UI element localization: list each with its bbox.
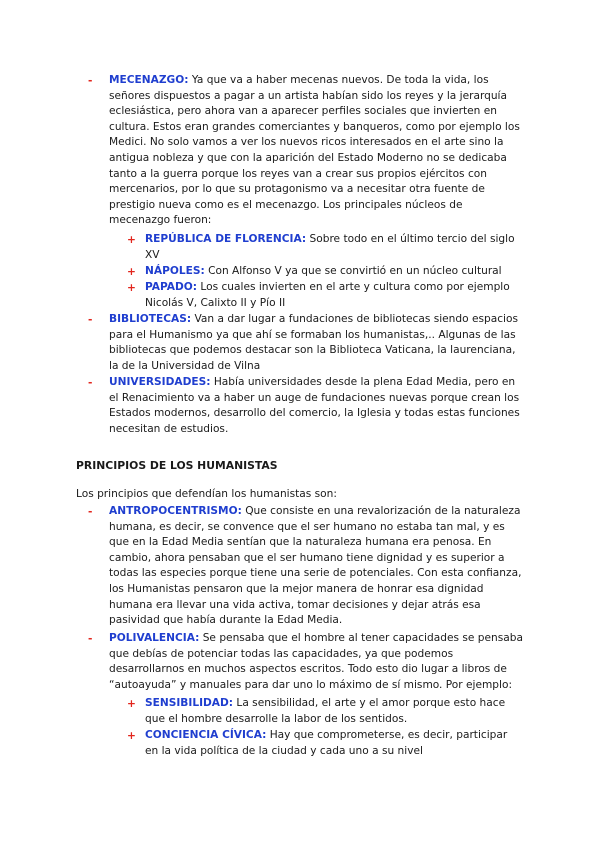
text-napoles: Con Alfonso V ya que se convirtió en un núcleo cultural [204,265,502,277]
term-papado: PAPADO: [145,281,198,293]
sub-item-conciencia-civica [145,728,520,759]
text-mecenazgo: Ya que va a haber mecenas nuevos. De toda la vida, los señores dispuestos a pagar a un artista habían sido los reyes y la jerarquía eclesiástica, pero ahora van a aparecer perfiles sociales que invierten en cultura. Estos eran grandes comerciantes y banqueros, como por ejemplo los Medici. No solo vamos a ver los nuevos ricos interesados en el arte sino la antigua nobleza y que con la aparición del Estado Moderno no se dedicaba tanto a la guerra porque los reyes van a crear sus propios ejércitos con mercenarios, por lo que su protagonismo va a necesitar otra fuente de prestigio nueva como es el mecenazgo. Los principales núcleos de mecenazgo fueron: [109,74,520,227]
term-sensibilidad: SENSIBILIDAD: [145,697,234,709]
sub-item-sensibilidad [145,696,520,727]
term-bibliotecas: BIBLIOTECAS: [109,313,192,325]
list-item-polivalencia [109,631,525,693]
list-item-mecenazgo [109,73,525,229]
term-napoles: NÁPOLES: [145,265,205,277]
text-papado: Los cuales invierten en el arte y cultura como por ejemplo Nicolás V, Calixto II y Pío II [145,281,510,309]
bullet-plus: + [127,282,136,294]
list-item-antropocentrismo [109,504,525,629]
bullet-plus: + [127,730,136,742]
text-polivalencia: Se pensaba que el hombre al tener capacidades se pensaba que debías de potenciar todas las capacidades, ya que podemos desarrollarnos en muchos aspectos escritos. Todo esto dio lugar a libros de “autoayuda” y manuales para dar uno lo máximo de sí mismo. Por ejemplo: [109,632,523,691]
bullet-dash: - [88,75,93,87]
term-polivalencia: POLIVALENCIA: [109,632,200,644]
bullet-dash: - [88,506,93,518]
sub-item-florencia [145,232,525,263]
term-conciencia-civica: CONCIENCIA CÍVICA: [145,729,267,741]
text-florencia: Sobre todo en el último tercio del siglo XV [145,233,515,261]
text-antropocentrismo: Que consiste en una revalorización de la naturaleza humana, es decir, se convence que el ser humano no estaba tan mal, y es que en la Edad Media sentían que la naturaleza humana era penosa. En cambio, ahora pensaban que el ser humano tiene dignidad y es superior a todas las especies porque tiene una serie de potenciales. Con esta confianza, los Humanistas pensaron que la mejor manera de honrar esa dignidad humana era llevar una vida activa, tomar decisiones y dejar atrás esa pasividad que había durante la Edad Media. [109,505,522,627]
section-heading: PRINCIPIOS DE LOS HUMANISTAS [76,459,278,472]
list-item-bibliotecas [109,312,525,374]
bullet-dash: - [88,633,93,645]
text-conciencia-civica: Hay que comprometerse, es decir, participar en la vida política de la ciudad y cada uno a su nivel [145,729,508,757]
bullet-plus: + [127,266,136,278]
bullet-dash: - [88,314,93,326]
text-universidades: Había universidades desde la plena Edad Media, pero en el Renacimiento va a haber un auge de fundaciones nuevas porque crean los Estados modernos, desarrollo del comercio, la Iglesia y todas estas funciones necesitan de estudios. [109,376,520,435]
term-mecenazgo: MECENAZGO: [109,74,189,86]
list-item-universidades [109,375,525,437]
bullet-dash: - [88,377,93,389]
sub-item-napoles [145,264,525,280]
text-sensibilidad: La sensibilidad, el arte y el amor porque esto hace que el hombre desarrolle la labor de los sentidos. [145,697,506,725]
term-florencia: REPÚBLICA DE FLORENCIA: [145,233,307,245]
sub-item-papado [145,280,520,311]
term-universidades: UNIVERSIDADES: [109,376,211,388]
bullet-plus: + [127,698,136,710]
bullet-plus: + [127,234,136,246]
intro-text: Los principios que defendían los humanistas son: [76,488,337,500]
term-antropocentrismo: ANTROPOCENTRISMO: [109,505,242,517]
text-bibliotecas: Van a dar lugar a fundaciones de bibliotecas siendo espacios para el Humanismo ya que ahí se formaban los humanistas,.. Algunas de las bibliotecas que podemos destacar son la Biblioteca Vaticana, la laurenciana, la de la Universidad de Vilna [109,313,518,372]
